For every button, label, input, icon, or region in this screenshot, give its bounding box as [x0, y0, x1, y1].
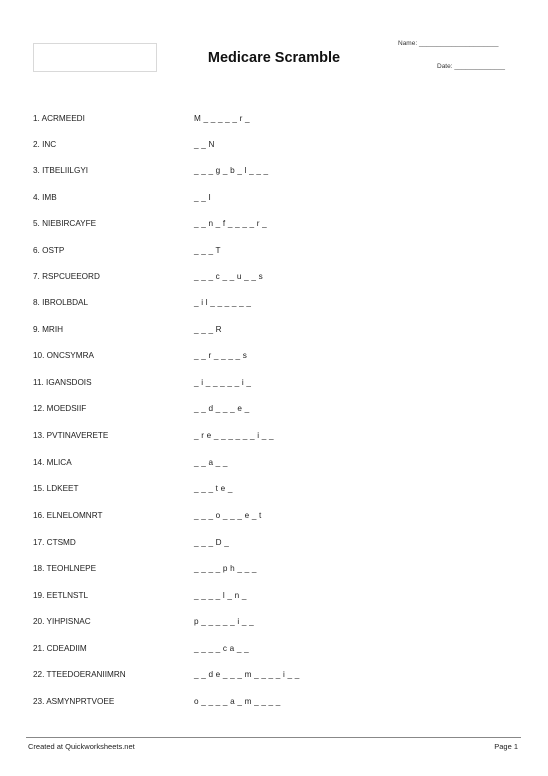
puzzle-row	[0, 697, 548, 711]
puzzle-row	[0, 272, 548, 286]
puzzle-row	[0, 193, 548, 207]
scrambled-word: 21. CDEADIIM	[33, 644, 87, 653]
scrambled-word: 22. TTEEDOERANIIMRN	[33, 670, 126, 679]
answer-pattern: _ _ d _ _ _ e _	[194, 404, 250, 413]
scrambled-word: 10. ONCSYMRA	[33, 351, 94, 360]
answer-pattern: M _ _ _ _ _ r _	[194, 114, 250, 123]
puzzle-row	[0, 298, 548, 312]
answer-pattern: _ _ _ c _ _ u _ _ s	[194, 272, 263, 281]
answer-pattern: _ _ N	[194, 140, 215, 149]
puzzle-row	[0, 114, 548, 128]
puzzle-row	[0, 564, 548, 578]
answer-pattern: _ _ a _ _	[194, 458, 228, 467]
scrambled-word: 16. ELNELOMNRT	[33, 511, 103, 520]
scrambled-word: 20. YIHPISNAC	[33, 617, 91, 626]
page-title: Medicare Scramble	[207, 50, 341, 66]
puzzle-row	[0, 670, 548, 684]
puzzle-row	[0, 246, 548, 260]
answer-pattern: _ i l _ _ _ _ _ _	[194, 298, 252, 307]
scrambled-word: 15. LDKEET	[33, 484, 79, 493]
answer-pattern: _ _ _ _ l _ n _	[194, 591, 247, 600]
scrambled-word: 11. IGANSDOIS	[33, 378, 92, 387]
answer-pattern: _ _ _ T	[194, 246, 221, 255]
scrambled-word: 9. MRIH	[33, 325, 64, 334]
answer-pattern: _ _ _ R	[194, 325, 222, 334]
answer-pattern: _ _ _ t e _	[194, 484, 233, 493]
puzzle-row	[0, 219, 548, 233]
page-number: Page 1	[494, 742, 518, 751]
scrambled-word: 18. TEOHLNEPE	[33, 564, 97, 573]
puzzle-row	[0, 644, 548, 658]
scrambled-word: 2. INC	[33, 140, 57, 149]
answer-pattern: _ _ _ o _ _ _ e _ t	[194, 511, 262, 520]
answer-pattern: _ _ _ D _	[194, 538, 230, 547]
puzzle-row	[0, 484, 548, 498]
answer-pattern: _ r e _ _ _ _ _ _ i _ _	[194, 431, 274, 440]
scrambled-word: 17. CTSMD	[33, 538, 76, 547]
scrambled-word: 13. PVTINAVERETE	[33, 431, 109, 440]
answer-pattern: _ _ _ g _ b _ l _ _ _	[194, 166, 269, 175]
puzzle-row	[0, 140, 548, 154]
answer-pattern: p _ _ _ _ _ i _ _	[194, 617, 254, 626]
scrambled-word: 4. IMB	[33, 193, 57, 202]
scrambled-word: 6. OSTP	[33, 246, 65, 255]
answer-pattern: _ _ I	[194, 193, 211, 202]
answer-pattern: _ _ r _ _ _ _ s	[194, 351, 248, 360]
puzzle-row	[0, 404, 548, 418]
date-field: Date: ______________	[437, 63, 505, 70]
puzzle-row	[0, 591, 548, 605]
footer-divider	[26, 737, 521, 738]
scrambled-word: 19. EETLNSTL	[33, 591, 89, 600]
scrambled-word: 23. ASMYNPRTVOEE	[33, 697, 115, 706]
puzzle-row	[0, 166, 548, 180]
puzzle-row	[0, 351, 548, 365]
puzzle-row	[0, 325, 548, 339]
footer-credit: Created at Quickworksheets.net	[28, 742, 135, 751]
scrambled-word: 14. MLICA	[33, 458, 72, 467]
scrambled-word: 8. IBROLBDAL	[33, 298, 89, 307]
answer-pattern: _ _ n _ f _ _ _ _ r _	[194, 219, 267, 228]
scrambled-word: 3. ITBELIILGYI	[33, 166, 89, 175]
puzzle-row	[0, 617, 548, 631]
answer-pattern: _ _ _ _ c a _ _	[194, 644, 249, 653]
name-field: Name: ______________________	[398, 40, 499, 47]
puzzle-row	[0, 458, 548, 472]
puzzle-row	[0, 511, 548, 525]
puzzle-row	[0, 538, 548, 552]
scrambled-word: 7. RSPCUEEORD	[33, 272, 100, 281]
scrambled-word: 12. MOEDSIIF	[33, 404, 87, 413]
answer-pattern: _ _ d e _ _ _ m _ _ _ _ i _ _	[194, 670, 300, 679]
answer-pattern: _ _ _ _ p h _ _ _	[194, 564, 257, 573]
scrambled-word: 1. ACRMEEDI	[33, 114, 85, 123]
puzzle-row	[0, 431, 548, 445]
answer-pattern: o _ _ _ _ a _ m _ _ _ _	[194, 697, 281, 706]
puzzle-row	[0, 378, 548, 392]
answer-pattern: _ i _ _ _ _ _ i _	[194, 378, 252, 387]
scrambled-word: 5. NIEBIRCAYFE	[33, 219, 97, 228]
